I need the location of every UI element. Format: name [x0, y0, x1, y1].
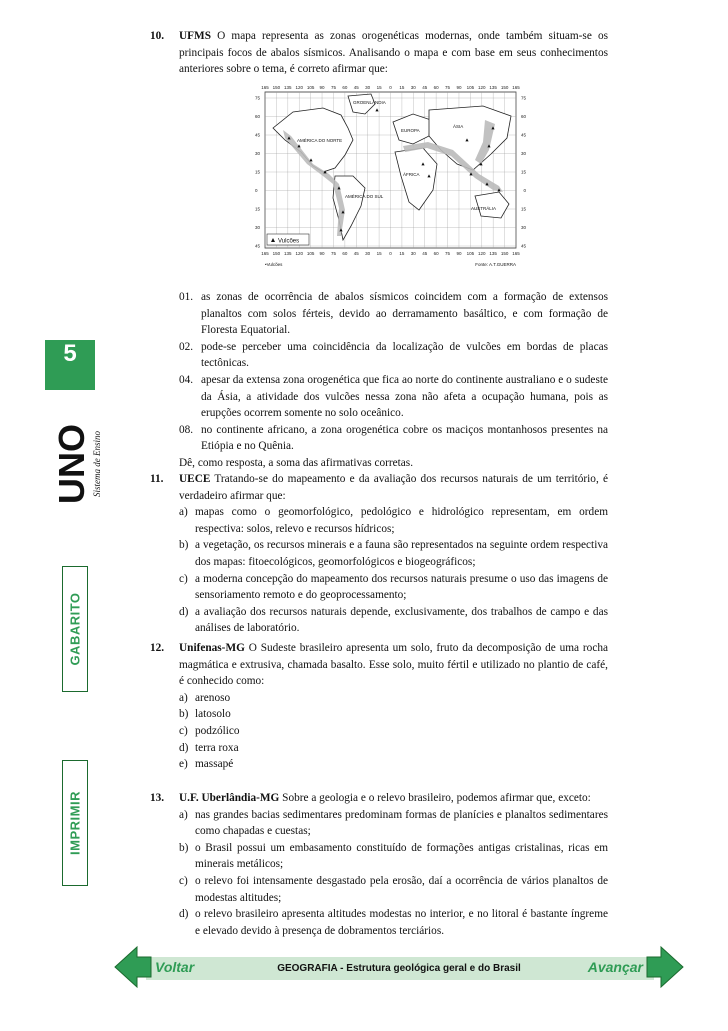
longitude-tick-label: 15: [376, 85, 382, 90]
longitude-tick-label: 60: [342, 251, 348, 256]
page-number-badge: [45, 340, 95, 390]
longitude-tick-label: 15: [399, 251, 405, 256]
latitude-tick-label: 30: [520, 151, 526, 156]
longitude-tick-label: 120: [295, 251, 303, 256]
next-button[interactable]: Avançar: [587, 959, 643, 975]
gabarito-button[interactable]: [62, 566, 88, 692]
longitude-tick-label: 90: [319, 85, 325, 90]
option-c: c) a moderna concepção do mapeamento dos recursos naturais presume o uso das imagens de sensoriamento remoto e do geoprocessamento;: [179, 572, 608, 602]
map-label-greenland: GROENLÂNDIA: [353, 100, 386, 105]
uno-logo-graphic: [48, 418, 108, 510]
longitude-tick-label: 75: [445, 251, 451, 256]
longitude-tick-label: 105: [466, 85, 475, 90]
longitude-tick-label: 105: [306, 251, 315, 256]
longitude-tick-label: 135: [284, 251, 292, 256]
question-source: Unifenas-MG: [179, 642, 245, 654]
latitude-tick-label: 15: [520, 206, 526, 212]
gabarito-label: GABARITO: [67, 592, 83, 666]
longitude-tick-label: 150: [272, 251, 281, 256]
latitude-tick-label: 45: [520, 132, 526, 138]
question-10: [150, 28, 608, 78]
question-12: [150, 640, 608, 773]
longitude-tick-label: 45: [422, 85, 428, 90]
longitude-tick-label: 30: [365, 251, 371, 256]
logo-subtitle: Sistema de Ensino: [92, 431, 102, 497]
question-text: Sobre a geologia e o relevo brasileiro, podemos afirmar que, exceto:: [282, 792, 591, 804]
longitude-tick-label: 30: [365, 85, 371, 90]
option-e: e) massapé: [179, 758, 234, 771]
option-d: d) a avaliação dos recursos naturais depende, exclusivamente, dos trabalhos de campo e das análises de laboratório.: [179, 605, 608, 635]
orogenetic-zones-map: [253, 80, 528, 270]
longitude-tick-label: 120: [478, 85, 486, 90]
longitude-tick-label: 135: [489, 85, 497, 90]
statement-08: 08. no continente africano, a zona orogenética cobre os maciços montanhosos presentes na Etiópia e no Quênia.: [179, 423, 608, 453]
longitude-tick-label: 75: [330, 85, 336, 90]
map-label-south-america: AMÉRICA DO SUL: [345, 194, 384, 199]
question-number: 13.: [150, 792, 165, 804]
longitude-tick-label: 165: [261, 85, 269, 90]
longitude-tick-label: 45: [422, 251, 428, 256]
longitude-tick-label: 165: [512, 85, 520, 90]
longitude-tick-label: 75: [445, 85, 451, 90]
longitude-tick-label: 30: [410, 251, 416, 256]
longitude-tick-label: 165: [512, 251, 520, 256]
statement-04: 04. apesar da extensa zona orogenética que fica ao norte do continente australiano e o sudeste da Ásia, a atividade dos vulcões nessa zona não afeta a ocupação humana, pois as erupções ocorrem somente no solo oceânico.: [179, 373, 608, 420]
option-b: b) a vegetação, os recursos minerais e a fauna são representados na seguinte ordem respectiva dos mapas: fitoecológicos, geomorfológicos e biogeográficos;: [179, 539, 608, 568]
question-number: 12.: [150, 642, 165, 654]
back-button[interactable]: Voltar: [155, 959, 195, 975]
longitude-tick-label: 120: [295, 85, 303, 90]
map-label-australia: AUSTRÁLIA: [471, 206, 497, 211]
imprimir-label: IMPRIMIR: [67, 791, 83, 855]
longitude-tick-label: 60: [433, 85, 439, 90]
longitude-tick-label: 150: [272, 85, 281, 90]
longitude-tick-label: 165: [261, 251, 269, 256]
latitude-tick-label: 15: [520, 169, 526, 175]
latitude-tick-label: 45: [255, 243, 261, 249]
option-a: a) nas grandes bacias sedimentares predominam formas de planícies e planaltos sedimentares como chapadas e cuestas;: [179, 808, 608, 838]
latitude-tick-label: 15: [255, 169, 261, 175]
question-number: 10.: [150, 30, 165, 42]
longitude-tick-label: 45: [353, 85, 359, 90]
option-a: a) arenoso: [179, 691, 231, 704]
latitude-tick-label: 0: [523, 188, 526, 193]
footer-title: GEOGRAFIA - Estrutura geológica geral e do Brasil: [277, 963, 521, 974]
page-number: 5: [63, 340, 77, 367]
question-source: UFMS: [179, 30, 212, 42]
longitude-tick-label: 15: [399, 85, 405, 90]
longitude-tick-label: 120: [478, 251, 486, 256]
longitude-tick-label: 105: [306, 85, 315, 90]
option-a: a) mapas como o geomorfológico, pedológico e hidrológico representam, em ordem respectiva: solos, relevo e recursos hídricos;: [179, 506, 608, 535]
latitude-tick-label: 30: [255, 151, 261, 156]
question-text: O Sudeste brasileiro apresenta um solo, fruto da decomposição de uma rocha magmática e extrusiva, chamada basalto. Esse solo, muito fértil e utilizado no plantio de café, é conhecido como:: [179, 642, 608, 688]
question-10-items: [150, 289, 608, 472]
map-legend-label: Vulcões: [278, 238, 300, 245]
longitude-tick-label: 150: [500, 251, 509, 256]
question-source: U.F. Uberlândia-MG: [179, 792, 280, 804]
map-label-africa: ÁFRICA: [403, 172, 420, 177]
logo-text: UNO: [51, 424, 92, 504]
map-label-asia: ÁSIA: [453, 124, 464, 129]
longitude-tick-label: 15: [376, 251, 382, 256]
imprimir-button[interactable]: [62, 760, 88, 886]
longitude-tick-label: 135: [284, 85, 292, 90]
question-13: [150, 790, 608, 939]
latitude-tick-label: 45: [255, 132, 261, 138]
latitude-tick-label: 0: [255, 188, 258, 193]
question-text: O mapa representa as zonas orogenéticas modernas, onde também situam-se os principais focos de abalos sísmicos. Analisando o mapa e com base em seus conhecimentos anteriores sobre o tema, é correto afirmar que:: [179, 30, 608, 76]
latitude-tick-label: 60: [255, 114, 261, 119]
latitude-tick-label: 60: [520, 114, 526, 119]
map-source: Fonte: A.T.GUERRA: [475, 262, 516, 267]
longitude-tick-label: 0: [389, 85, 392, 90]
longitude-tick-label: 135: [489, 251, 497, 256]
longitude-tick-label: 90: [456, 85, 462, 90]
option-c: c) o relevo foi intensamente desgastado pela erosão, daí a ocorrência de vários planaltos de modestas altitudes;: [179, 874, 608, 904]
uno-logo: [48, 418, 108, 510]
statement-01: 01. as zonas de ocorrência de abalos sísmicos coincidem com a formação de extensos planaltos com solos férteis, devido ao derramamento basáltico, e com formação de Floresta Equatorial.: [179, 291, 608, 337]
footer-nav: [113, 945, 685, 989]
longitude-tick-label: 60: [433, 251, 439, 256]
map-label-europe: EUROPA: [401, 128, 420, 133]
longitude-tick-label: 60: [342, 85, 348, 90]
longitude-tick-label: 75: [330, 251, 336, 256]
latitude-tick-label: 75: [255, 95, 261, 101]
longitude-tick-label: 90: [456, 251, 462, 256]
option-b: b) latosolo: [179, 708, 231, 721]
option-d: d) terra roxa: [179, 741, 239, 754]
option-d: d) o relevo brasileiro apresenta altitudes modestas no interior, e no litoral é bastante íngreme e elevado devido à presença de dobramentos terciários.: [179, 908, 608, 937]
statement-02: 02. pode-se perceber uma coincidência da localização de vulcões em bordas de placas tectônicas.: [179, 340, 608, 370]
question-11: [150, 471, 608, 637]
latitude-tick-label: 45: [520, 243, 526, 249]
longitude-tick-label: 30: [410, 85, 416, 90]
latitude-tick-label: 30: [255, 225, 261, 230]
map-legend-note: •Vulcões: [265, 262, 283, 267]
option-b: b) o Brasil possui um embasamento constituído de formações antigas cristalinas, ricas em minerais metálicos;: [179, 841, 608, 871]
longitude-tick-label: 150: [500, 85, 509, 90]
latitude-tick-label: 75: [520, 95, 526, 101]
latitude-tick-label: 15: [255, 206, 261, 212]
longitude-tick-label: 105: [466, 251, 475, 256]
question-source: UECE: [179, 473, 211, 485]
longitude-tick-label: 45: [353, 251, 359, 256]
option-c: c) podzólico: [179, 724, 240, 737]
map-label-north-america: AMÉRICA DO NORTE: [297, 138, 343, 143]
question-text: Tratando-se do mapeamento e da avaliação dos recursos naturais de um território, é verdadeiro afirmar que:: [179, 473, 608, 502]
world-map-figure: [253, 80, 528, 270]
longitude-tick-label: 90: [319, 251, 325, 256]
answer-instruction: Dê, como resposta, a soma das afirmativas corretas.: [179, 456, 414, 469]
question-number: 11.: [150, 473, 164, 485]
latitude-tick-label: 30: [520, 225, 526, 230]
longitude-tick-label: 0: [389, 251, 392, 256]
next-arrow-icon[interactable]: [645, 945, 685, 989]
